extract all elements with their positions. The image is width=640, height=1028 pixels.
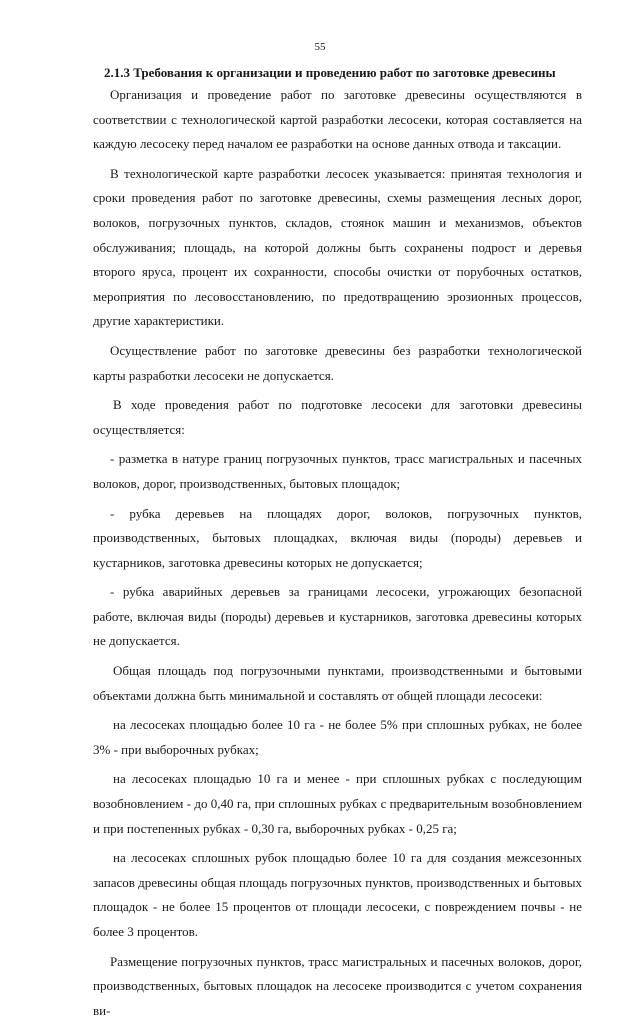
paragraph-preparation-intro: В ходе проведения работ по подготовке лесосеки для заготовки древесины осуществляется: [93,397,582,437]
document-body [93,64,582,1028]
section-heading: 2.1.3 Требования к организации и проведению работ по заготовке древесины [104,65,556,80]
list-item-felling-roads: - рубка деревьев на площадях дорог, волоков, погрузочных пунктов, производственных, бытовых площадках, включая виды (породы) деревьев и кустарников, заготовка древесины которых не допускается; [93,505,582,570]
paragraph-organization: Организация и проведение работ по заготовке древесины осуществляются в соответствии с технологической картой разработки лесосеки, которая составляется на каждую лесосеку перед началом ее разработки на основе данных отвода и таксации. [93,87,582,152]
page-number: 55 [314,41,326,53]
paragraph-area-under-10ha: на лесосеках площадью 10 га и менее - при сплошных рубках с последующим возобновлением - до 0,40 га, при сплошных рубках с предварительным возобновлением и при постепенных рубках - 0,30 га, выборочных рубках - 0,25 га; [93,771,582,836]
paragraph-seasonal-stock: на лесосеках сплошных рубок площадью более 10 га для создания межсезонных запасов древесины общая площадь погрузочных пунктов, производственных и бытовых площадок - не более 15 процентов от площади лесосеки, с повреждением почвы - не более 3 процентов. [93,850,582,939]
list-item-marking: - разметка в натуре границ погрузочных пунктов, трасс магистральных и пасечных волоков, дорог, производственных, бытовых площадок; [93,451,582,491]
paragraph-placement: Размещение погрузочных пунктов, трасс магистральных и пасечных волоков, дорог, производственных, бытовых площадок на лесосеке производится с учетом сохранения ви- [93,953,582,1018]
list-item-emergency-trees: - рубка аварийных деревьев за границами лесосеки, угрожающих безопасной работе, включая виды (породы) деревьев и кустарников, заготовка древесины которых не допускается. [93,584,582,649]
paragraph-tech-map-contents: В технологической карте разработки лесосек указывается: принятая технология и сроки проведения работ по заготовке древесины, схемы размещения лесных дорог, волоков, погрузочных пунктов, складов, стоянок машин и механизмов, объектов обслуживания; площадь, на которой должны быть сохранены подрост и деревья второго яруса, процент их сохранности, способы очистки от порубочных остатков, мероприятия по лесовосстановлению, по предотвращению эрозионных процессов, другие характеристики. [93,165,582,329]
paragraph-total-area: Общая площадь под погрузочными пунктами, производственными и бытовыми объектами должна быть минимальной и составлять от общей площади лесосеки: [93,663,582,703]
paragraph-tech-map-required: Осуществление работ по заготовке древесины без разработки технологической карты разработки лесосеки не допускается. [93,342,582,383]
paragraph-area-over-10ha: на лесосеках площадью более 10 га - не более 5% при сплошных рубках, не более 3% - при выборочных рубках; [93,717,582,757]
